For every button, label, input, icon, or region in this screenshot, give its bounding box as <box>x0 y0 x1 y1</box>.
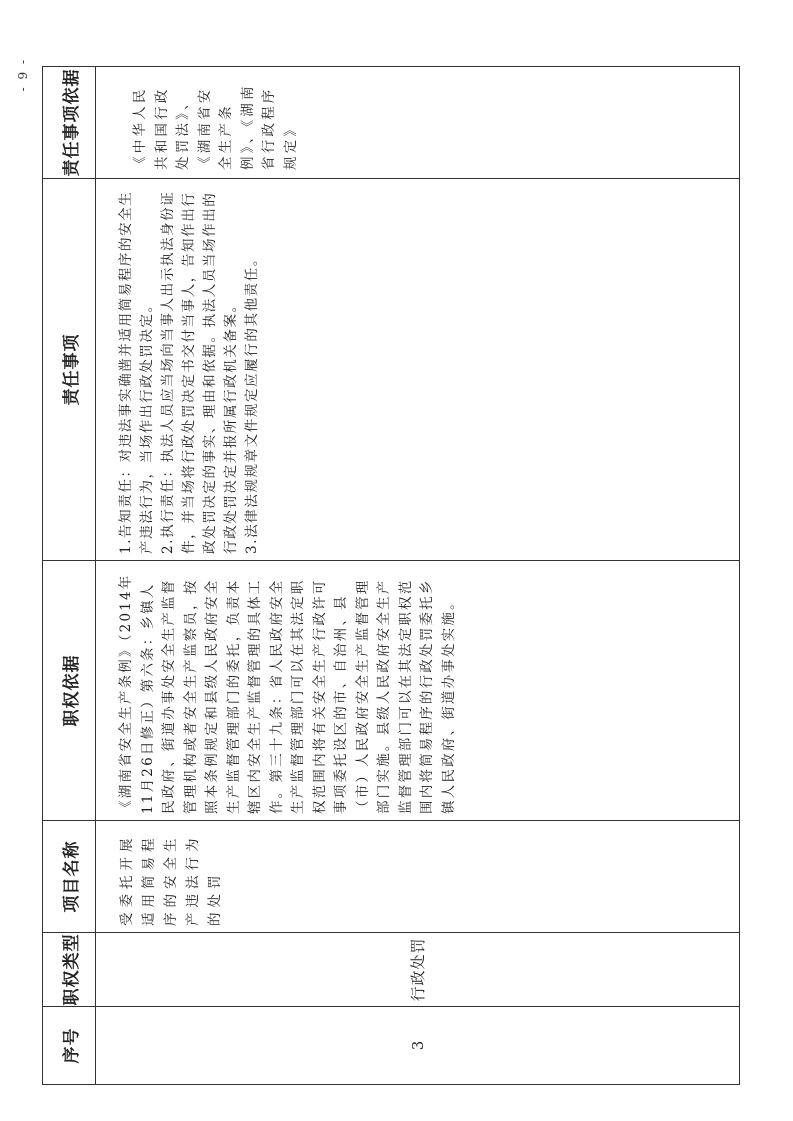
header-power-basis: 职权依据 <box>43 561 96 821</box>
cell-power-basis <box>96 561 740 821</box>
duty-item-3: 3.法律法规规章文件规定应履行的其他责任。 <box>244 251 260 554</box>
header-power-type: 职权类型 <box>43 933 96 1007</box>
header-duty-basis: 责任事项依据 <box>43 67 96 179</box>
header-duties: 责任事项 <box>43 179 96 561</box>
header-item-name: 项目名称 <box>43 821 96 933</box>
duty-item-2: 2.执行责任：执法人员应当场向当事人出示执法身份证件，并当场将行政处罚决定书交付当事人，告知作出行政处罚决定的事实、理由和依据。执法人员当场作出的行政处罚决定并报所属行政机关备案。 <box>160 190 239 554</box>
page-number: - 9 - <box>16 58 30 92</box>
cell-duties <box>96 179 740 561</box>
cell-power-type: 行政处罚 <box>96 933 740 1007</box>
cell-duty-basis: 《中华人民共和国行政处罚法》、《湖南省安全生产条例》、《湖南省行政程序规定》 <box>96 67 740 179</box>
cell-item-name: 受委托开展适用简易程序的安全生产违法行为的处罚 <box>96 821 740 933</box>
powers-table <box>42 66 740 1085</box>
table-header-row <box>43 67 96 1085</box>
duty-item-1: 1.告知责任：对违法事实确凿并适用简易程序的安全生产违法行为，当场作出行政处罚决定。 <box>118 190 155 554</box>
cell-seq: 3 <box>96 1007 740 1085</box>
header-seq: 序号 <box>43 1007 96 1085</box>
table-row <box>96 67 740 1085</box>
power-basis-text: 《湖南省安全生产条例》（2014年11月26日修正）第六条：乡镇人民政府、街道办事处安全生产监督管理机构或者安全生产监察员，按照本条例规定和县级人民政府安全生产监督管理部门的委托，负责本辖区内安全生产监督管理的具体工作。第三十九条：省人民政府安全生产监督管理部门可以在其法定职权范围内将有关安全生产行政许可事项委托设区的市、自治州、县（市）人民政府安全生产监督管理部门实施。县级人民政府安全生产监督管理部门可以在其法定职权范围内将简易程序的行政处罚委托乡镇人民政府、街道办事处实施。 <box>118 573 457 814</box>
